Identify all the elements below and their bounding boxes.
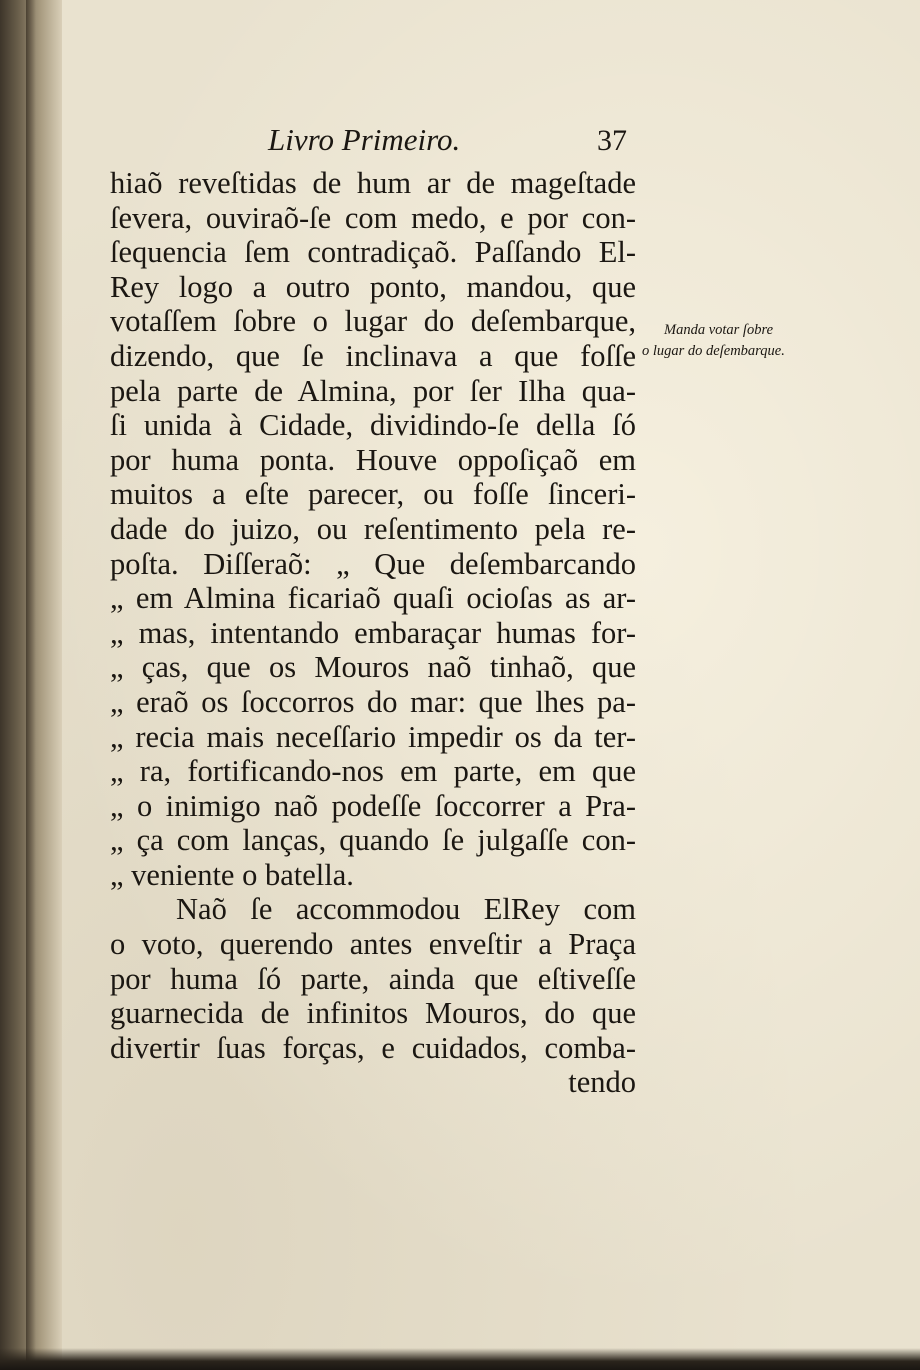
margin-note [642,320,832,362]
text-line: guarnecida de infinitos Mouros, do que [110,996,636,1031]
margin-note-line: o lugar do deſembarque. [642,343,785,359]
text-line: „ veniente o batella. [110,857,354,892]
text-line: ſevera, ouviraõ-ſe com medo, e por con- [110,200,636,235]
text-line: „ ça com lanças, quando ſe julgaſſe con- [110,823,636,858]
text-line: „ ra, fortificando-nos em parte, em que [110,754,636,789]
running-title: Livro Primeiro. [268,122,461,157]
text-line: ſi unida à Cidade, dividindo-ſe della ſó [110,408,636,443]
text-line: por huma ponta. Houve oppoſiçaõ em [110,442,636,477]
text-line: „ ças, que os Mouros naõ tinhaõ, que [110,650,636,685]
spine-shadow [26,0,36,1370]
text-line: pela parte de Almina, por ſer Ilha qua- [110,373,636,408]
text-line: ſequencia ſem contradiçaõ. Paſſando El- [110,235,636,270]
text-line: „ mas, intentando embaraçar humas for- [110,615,636,650]
page-bottom-edge [0,1348,920,1370]
text-line: muitos a eſte parecer, ou foſſe ſinceri- [110,477,636,512]
paragraph-first-line: Naõ ſe accommodou ElRey com [176,892,636,927]
text-line: divertir ſuas forças, e cuidados, comba- [110,1030,636,1065]
text-line: dizendo, que ſe inclinava a que foſſe [110,338,636,373]
text-line: „ eraõ os ſoccorros do mar: que lhes pa- [110,684,636,719]
body-text [110,166,636,1100]
text-line: o voto, querendo antes enveſtir a Praça [110,927,636,962]
text-line: „ recia mais neceſſario impedir os da ter- [110,719,636,754]
text-line: „ em Almina ficariaõ quaſi ocioſas as ar- [110,581,636,616]
running-head [108,122,633,162]
text-line: por huma ſó parte, ainda que eſtiveſſe [110,961,636,996]
text-line: votaſſem ſobre o lugar do deſembarque, [110,304,636,339]
text-line: hiaõ reveſtidas de hum ar de mageſtade [110,166,636,200]
catchword: tendo [568,1065,636,1100]
text-line: dade do juizo, ou reſentimento pela re- [110,511,636,546]
text-line: poſta. Diſſeraõ: „ Que deſembarcando [110,546,636,581]
page-number: 37 [597,124,627,157]
margin-note-line: Manda votar ſobre [664,322,774,338]
text-line: Rey logo a outro ponto, mandou, que [110,269,636,304]
text-line: „ o inimigo naõ podeſſe ſoccorrer a Pra- [110,788,636,823]
